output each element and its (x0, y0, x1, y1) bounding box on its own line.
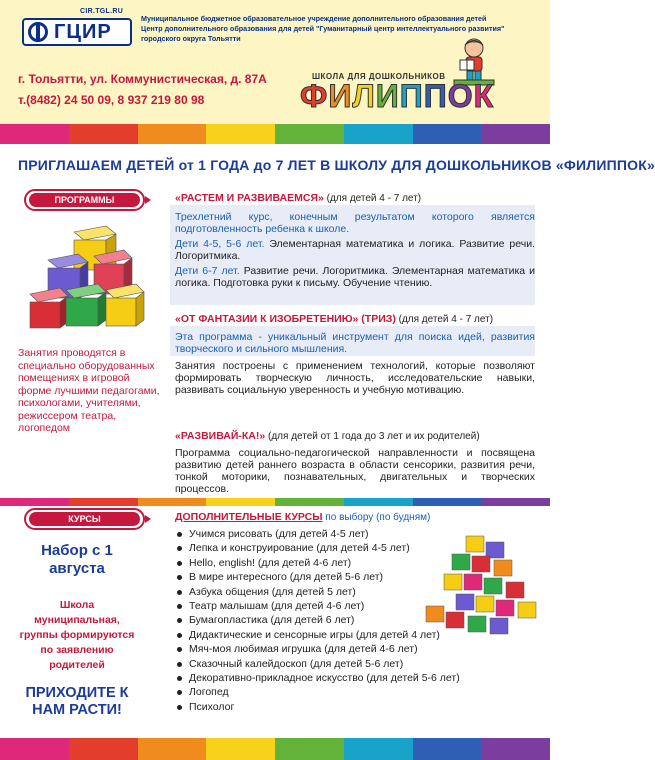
list-item: Мяч-моя любимая игрушка (для детей 4-6 лет) (175, 642, 535, 656)
program-text: Программа социально-педагогической направленности и посвящена развитию детей раннего возраста в области сенсорики, развития речи, тонкой моторики, познавательных, двигательных и творческих процессов. (175, 447, 535, 495)
list-item: Театр малышам (для детей 4-6 лет) (175, 599, 535, 613)
address: г. Тольятти, ул. Коммунистическая, д. 87А (18, 72, 267, 86)
school-subtitle: ШКОЛА ДЛЯ ДОШКОЛЬНИКОВ (312, 72, 446, 81)
school-title-letter: К (473, 78, 495, 114)
list-item: Декоративно-прикладное искусство (для детей 5-6 лет) (175, 671, 535, 685)
program-age: (для детей 4 - 7 лет) (326, 193, 422, 204)
program-growing-body (175, 208, 535, 289)
municipal-notice: Школа муниципальная, группы формируются по заявлению родителей (19, 599, 135, 671)
group-text: Развитие речи. Логоритмика. Элементарная математика и логика. Подготовка руки к письму. Обучение чтению. (175, 265, 536, 289)
logo-name: ГЦИР (54, 21, 112, 43)
courses-label (24, 508, 145, 530)
school-title-letter: П (399, 78, 424, 114)
org-line: Центр дополнительного образования для детей "Гуманитарный центр интеллектуального развития" (141, 24, 505, 33)
program-growing (175, 192, 535, 205)
rainbow-stripe-top (0, 124, 550, 144)
program-age: (для детей от 1 года до 3 лет и их родителей) (268, 431, 480, 442)
school-title-letter: И (328, 78, 353, 114)
school-title-letter: Л (352, 78, 376, 114)
list-item: Азбука общения (для детей 5 лет) (175, 585, 535, 599)
courses-label-text: КУРСЫ (29, 512, 140, 526)
programs-label (24, 189, 145, 211)
headline: ПРИГЛАШАЕМ ДЕТЕЙ от 1 ГОДА до 7 ЛЕТ В ШКОЛУ ДЛЯ ДОШКОЛЬНИКОВ «ФИЛИППОК» (18, 157, 655, 173)
gcir-logo (22, 8, 134, 46)
list-item: Лепка и конструирование (для детей 4-5 лет) (175, 541, 535, 555)
group-text: Элементарная математика и логика. Развитие речи. Логоритмика. (175, 238, 535, 262)
program-intro: Трехлетний курс, конечным результатом которого является подготовленность ребенка к школе. (175, 211, 535, 235)
program-age: (для детей 4 - 7 лет) (398, 314, 494, 325)
programs-note: Занятия проводятся в специально оборудованных помещениях в игровой форме лучшими педагогами, психологами, учителями, режиссером театра, логопедом (18, 347, 160, 434)
program-triz-body (175, 328, 535, 396)
list-item: Hello, english! (для детей 4-6 лет) (175, 556, 535, 570)
school-title (300, 78, 494, 115)
program-title: «РАЗВИВАЙ-КА!» (175, 430, 266, 442)
list-item: Бумагопластика (для детей 6 лет) (175, 613, 535, 627)
courses-title: ДОПОЛНИТЕЛЬНЫЕ КУРСЫ (175, 511, 323, 523)
list-item: Сказочный калейдоскоп (для детей 5-6 лет) (175, 657, 535, 671)
org-line: Муниципальное бюджетное образовательное учреждение дополнительного образования детей (141, 14, 487, 23)
school-title-letter: И (375, 78, 400, 114)
list-item: Дидактические и сенсорные игры (для детей 4 лет) (175, 628, 535, 642)
list-item: В мире интересного (для детей 5-6 лет) (175, 570, 535, 584)
phone: т.(8482) 24 50 09, 8 937 219 80 98 (18, 93, 205, 107)
program-triz (175, 313, 535, 326)
program-title: «ОТ ФАНТАЗИИ К ИЗОБРЕТЕНИЮ» (ТРИЗ) (175, 313, 396, 325)
arrow-right-icon (145, 196, 151, 204)
group-label: Дети 4-5, 5-6 лет. (175, 238, 265, 250)
school-title-letter: О (447, 78, 474, 114)
group-label: Дети 6-7 лет. (175, 265, 240, 277)
program-razvivayka (175, 430, 535, 495)
rainbow-stripe-middle (0, 498, 550, 506)
toy-blocks-stack-icon (422, 532, 542, 636)
school-title-letter: П (423, 78, 448, 114)
arrow-right-icon (145, 515, 151, 523)
program-title: «РАСТЕМ И РАЗВИВАЕМСЯ» (175, 192, 324, 204)
program-intro: Эта программа - уникальный инструмент для поиска идей, развития творческого и сильного мышления. (175, 331, 535, 355)
logo-site: CIR.TGL.RU (80, 8, 124, 15)
logo-emblem-icon (28, 22, 48, 42)
recruitment-notice: Набор с 1 августа (41, 542, 113, 577)
come-grow-slogan: ПРИХОДИТЕ К НАМ РАСТИ! (25, 685, 129, 718)
school-title-letter: Ф (300, 78, 329, 114)
list-item: Логопед (175, 685, 535, 699)
rainbow-stripe-bottom (0, 738, 550, 760)
list-item: Психолог (175, 700, 535, 714)
toy-blocks-icon (28, 220, 148, 330)
org-line: городского округа Тольятти (141, 34, 241, 43)
header (0, 0, 550, 124)
programs-label-text: ПРОГРАММЫ (29, 193, 140, 207)
program-text: Занятия построены с применением технологий, которые позволяют формировать творческую личность, исследовательские навыки, развивать социальную уверенность и учебную мотивацию. (175, 360, 535, 396)
courses-subtitle: по выбору (по будням) (325, 512, 431, 523)
list-item: Учимся рисовать (для детей 4-5 лет) (175, 527, 535, 541)
